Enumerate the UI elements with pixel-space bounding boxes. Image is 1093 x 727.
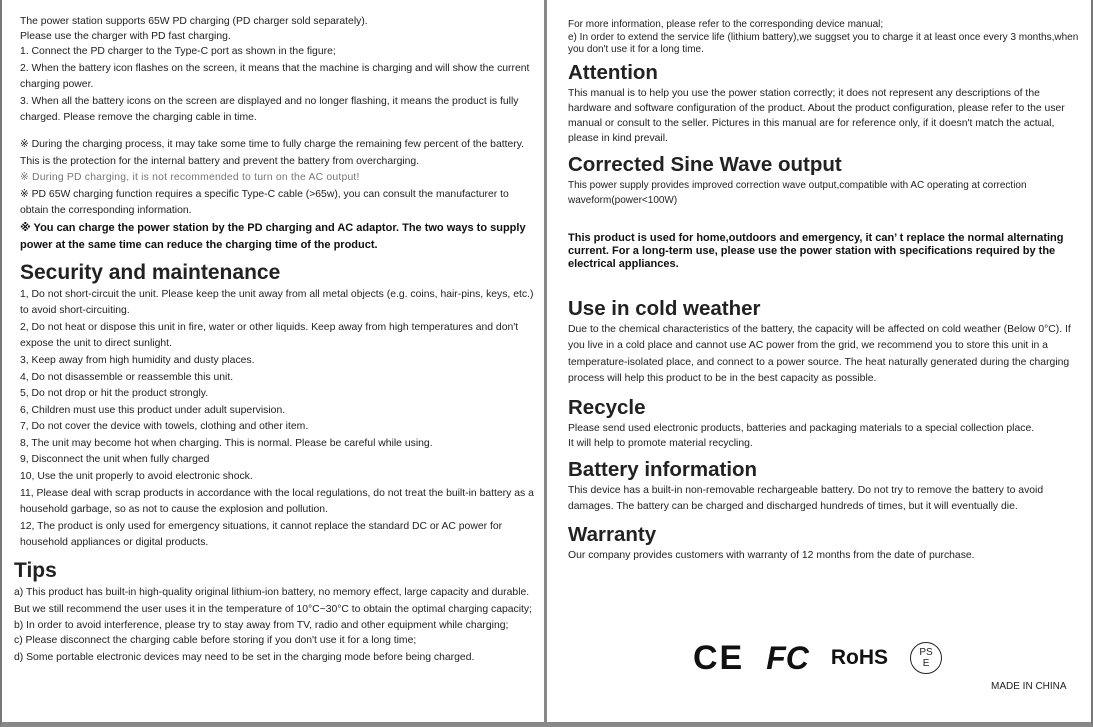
- security-list: [20, 287, 538, 553]
- tip-e: e) In order to extend the service life (lithium battery),we suggset you to charge it at least once every 3 months,when you don't use it for a long time.: [568, 31, 1079, 56]
- usage-warning: This product is used for home,outdoors and emergency, it can’ t replace the normal alternating current. For a long-term use, please use the power station with specifications required by the electrical appliances.: [568, 232, 1064, 270]
- tips-item: a) This product has built-in high-quality original lithium-ion battery, no memory effect, large capacity and durable. But we still recommend the user uses it in the temperature of 10°C~30°C to obtain the optimal charging capacity;: [14, 587, 533, 615]
- security-item: 12, The product is only used for emergency situations, it cannot replace the standard DC or AC power for household appliances or digital products.: [20, 520, 503, 549]
- security-item: 9, Disconnect the unit when fully charged: [20, 454, 210, 466]
- security-item: 10, Use the unit properly to avoid electronic shock.: [20, 471, 253, 483]
- left-column: [0, 0, 544, 666]
- warranty-heading: Warranty: [568, 523, 657, 547]
- fcc-logo: FC: [766, 640, 809, 676]
- security-item: 2, Do not heat or dispose this unit in fire, water or other liquids. Keep away from high temperatures and don't expose the unit to direct sunlight.: [20, 321, 519, 350]
- tips-heading: Tips: [14, 559, 57, 583]
- cold-weather-heading: Use in cold weather: [568, 296, 761, 320]
- charging-note: ※ PD 65W charging function requires a specific Type-C cable (>65w), you can consult the manufacturer to obtain the corresponding information.: [20, 188, 509, 217]
- security-item: 1, Do not short-circuit the unit. Please keep the unit away from all metal objects (e.g. coins, hair-pins, keys, etc.) to avoid short-circuiting.: [20, 288, 534, 317]
- security-item: 5, Do not drop or hit the product strongly.: [20, 388, 209, 400]
- security-item: 6, Children must use this product under adult supervision.: [20, 404, 286, 416]
- tips-list: [14, 585, 538, 666]
- pse-logo: [910, 642, 942, 674]
- right-column: [547, 0, 1091, 565]
- warranty-text: Our company provides customers with warranty of 12 months from the date of purchase.: [568, 550, 975, 562]
- security-item: 7, Do not cover the device with towels, clothing and other item.: [20, 421, 309, 433]
- battery-info-heading: Battery information: [568, 457, 758, 481]
- certification-logos: [693, 640, 942, 676]
- attention-heading: Attention: [568, 61, 658, 85]
- intro-line: 3. When all the battery icons on the screen are displayed and no longer flashing, it means the product is fully charged. Please remove the charging cable in time.: [20, 95, 519, 124]
- ce-mark-logo: CE: [693, 639, 745, 677]
- recycle-line: It will help to promote material recycling.: [568, 437, 753, 449]
- pse-logo-text: PS E: [919, 647, 933, 669]
- manual-reference: For more information, please refer to the corresponding device manual;: [568, 19, 884, 30]
- security-heading: Security and maintenance: [20, 260, 281, 284]
- tips-item: d) Some portable electronic devices may need to be set in the charging mode before being charged.: [14, 651, 475, 663]
- attention-text: This manual is to help you use the power station correctly; it does not represent any descriptions of the hardware and software configuration of the product. About the product configuration, please refer to the user manual or consult to the seller. Pictures in this manual are for reference only, if it doesn't match the actual, please in kind prevail.: [568, 88, 1065, 145]
- rohs-logo: RoHS: [830, 646, 889, 669]
- security-item: 8, The unit may become hot when charging. This is normal. Please be careful while using.: [20, 437, 433, 449]
- cold-weather-text: Due to the chemical characteristics of the battery, the capacity will be affected on cold weather (Below 0°C). If you live in a cold place and cannot use AC power from the grid, we recommend you to store this unit in a temperature-isolated place, and connect to a power source. The heat naturally generated during the charging process will help this product to be in the best capacity as possible.: [568, 323, 1071, 385]
- security-item: 11, Please deal with scrap products in accordance with the local regulations, do not treat the built-in battery as a household garbage, so as not to cause the explosion and pollution.: [20, 487, 534, 516]
- intro-line: 2. When the battery icon flashes on the screen, it means that the machine is charging and will show the current charging power.: [20, 62, 530, 91]
- security-item: 3, Keep away from high humidity and dusty places.: [20, 354, 255, 366]
- battery-info-text: This device has a built-in non-removable rechargeable battery. Do not try to remove the battery to avoid damages. The battery can be charged and discharged hundreds of times, but it will eventually die.: [568, 484, 1044, 513]
- charging-bold-note: ※ You can charge the power station by the PD charging and AC adaptor. The two ways to supply power at the same time can reduce the charging time of the product.: [20, 221, 526, 251]
- intro-line: Please use the charger with PD fast charging.: [20, 31, 231, 42]
- tips-item: b) In order to avoid interference, please try to stay away from TV, radio and other equipment while charging;: [14, 620, 509, 632]
- sine-wave-text: This power supply provides improved correction wave output,compatible with AC operating at correction waveform(power<100W): [568, 180, 1027, 207]
- tips-item: c) Please disconnect the charging cable before storing if you don't use it for a long time;: [14, 635, 417, 647]
- intro-line: The power station supports 65W PD charging (PD charger sold separately).: [20, 16, 368, 27]
- recycle-heading: Recycle: [568, 395, 646, 419]
- intro-line: 1. Connect the PD charger to the Type-C port as shown in the figure;: [20, 46, 336, 57]
- security-item: 4, Do not disassemble or reassemble this unit.: [20, 371, 234, 383]
- sine-wave-heading: Corrected Sine Wave output: [568, 153, 842, 177]
- charging-warning: ※ During PD charging, it is not recommended to turn on the AC output!: [20, 172, 360, 184]
- recycle-line: Please send used electronic products, batteries and packaging materials to a special collection place.: [568, 422, 1035, 434]
- charging-note: ※ During the charging process, it may take some time to fully charge the remaining few percent of the battery. This is the protection for the internal battery and prevent the battery from overcharging.: [20, 138, 525, 167]
- made-in-label: MADE IN CHINA: [991, 681, 1067, 692]
